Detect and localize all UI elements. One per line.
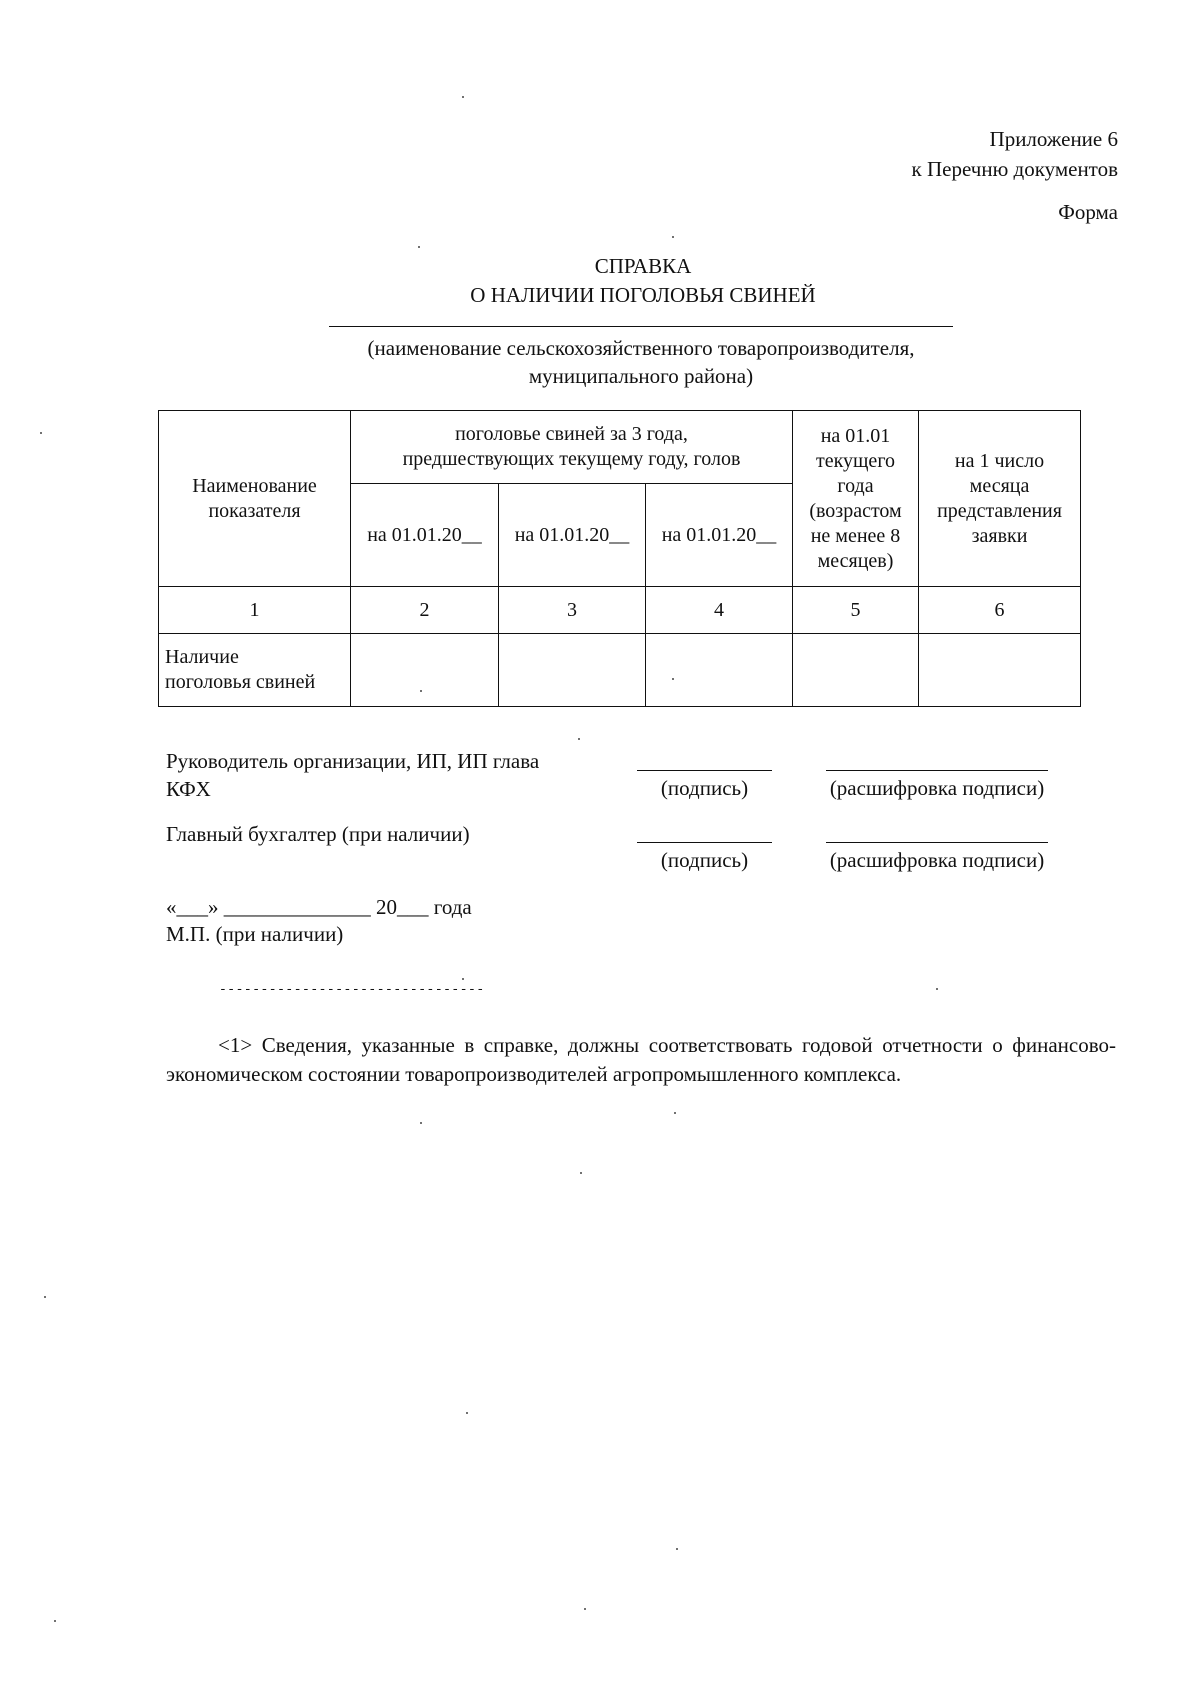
form-label: Форма [1058, 200, 1118, 224]
column-number: 4 [646, 587, 793, 634]
scan-speck [936, 988, 938, 990]
head-signature-field[interactable] [637, 770, 772, 771]
scan-speck [420, 1122, 422, 1124]
organization-name-field[interactable] [329, 326, 953, 327]
column-number: 5 [793, 587, 919, 634]
column-number: 3 [499, 587, 646, 634]
table-data-row [159, 634, 1081, 707]
scan-speck [420, 690, 422, 692]
organization-caption [300, 334, 982, 390]
header-current-year: на 01.01 текущего года (возрастом не менее 8 месяцев) [793, 411, 919, 587]
column-number: 1 [159, 587, 351, 634]
appendix-reference [912, 124, 1118, 184]
scan-speck [44, 1296, 46, 1298]
scan-speck [462, 96, 464, 98]
head-name-decode-field[interactable] [826, 770, 1048, 771]
column-number-row [159, 587, 1081, 634]
scan-speck [418, 246, 420, 248]
value-cell-year-1[interactable] [351, 634, 499, 707]
scan-speck [672, 236, 674, 238]
org-caption-line-2: муниципального района) [528, 364, 754, 388]
head-signature-caption: (подпись) [660, 776, 749, 800]
footnote-separator: -------------------------------- [219, 982, 485, 997]
header-three-year-group: поголовье свиней за 3 года, предшествующих текущему году, голов [351, 411, 793, 484]
value-cell-application-month[interactable] [919, 634, 1081, 707]
scan-speck [672, 678, 674, 680]
accountant-label: Главный бухгалтер (при наличии) [166, 822, 470, 846]
column-number: 6 [919, 587, 1081, 634]
accountant-decode-caption: (расшифровка подписи) [829, 848, 1045, 872]
table-header-row [159, 411, 1081, 484]
date-field[interactable]: «___» ______________ 20___ года [166, 895, 472, 919]
subheader-year-1: на 01.01.20__ [351, 484, 499, 587]
value-cell-year-2[interactable] [499, 634, 646, 707]
scan-speck [580, 1172, 582, 1174]
accountant-signature-field[interactable] [637, 842, 772, 843]
title-line-1: СПРАВКА [594, 254, 692, 278]
subheader-year-3: на 01.01.20__ [646, 484, 793, 587]
row-label-pig-count: Наличие поголовья свиней [159, 634, 351, 707]
subheader-year-2: на 01.01.20__ [499, 484, 646, 587]
value-cell-current-year[interactable] [793, 634, 919, 707]
appendix-number: Приложение 6 [989, 127, 1118, 151]
head-decode-caption: (расшифровка подписи) [829, 776, 1045, 800]
scan-speck [676, 1548, 678, 1550]
accountant-name-decode-field[interactable] [826, 842, 1048, 843]
livestock-table [158, 410, 1081, 707]
head-signatory-label [166, 747, 614, 803]
title-line-2: О НАЛИЧИИ ПОГОЛОВЬЯ СВИНЕЙ [470, 283, 816, 307]
appendix-document-list: к Перечню документов [911, 157, 1118, 181]
footnote-text: <1> Сведения, указанные в справке, должны соответствовать годовой отчетности о финансово-экономическом состоянии товаропроизводителей агропромышленного комплекса. [166, 1033, 1116, 1086]
scan-speck [466, 1412, 468, 1414]
document-title [0, 252, 1200, 310]
scan-speck [40, 432, 42, 434]
scan-speck [578, 738, 580, 740]
head-label-line-2: КФХ [166, 777, 211, 801]
scan-speck [674, 1112, 676, 1114]
scan-speck [54, 1620, 56, 1622]
accountant-signature-caption: (подпись) [660, 848, 749, 872]
column-number: 2 [351, 587, 499, 634]
scan-speck [584, 1608, 586, 1610]
header-indicator-name: Наименование показателя [159, 411, 351, 587]
stamp-place-label: М.П. (при наличии) [166, 922, 344, 946]
value-cell-year-3[interactable] [646, 634, 793, 707]
header-application-month: на 1 число месяца представления заявки [919, 411, 1081, 587]
scan-speck [462, 978, 464, 980]
org-caption-line-1: (наименование сельскохозяйственного товаропроизводителя, [367, 336, 915, 360]
head-label-line-1: Руководитель организации, ИП, ИП глава [166, 749, 540, 773]
